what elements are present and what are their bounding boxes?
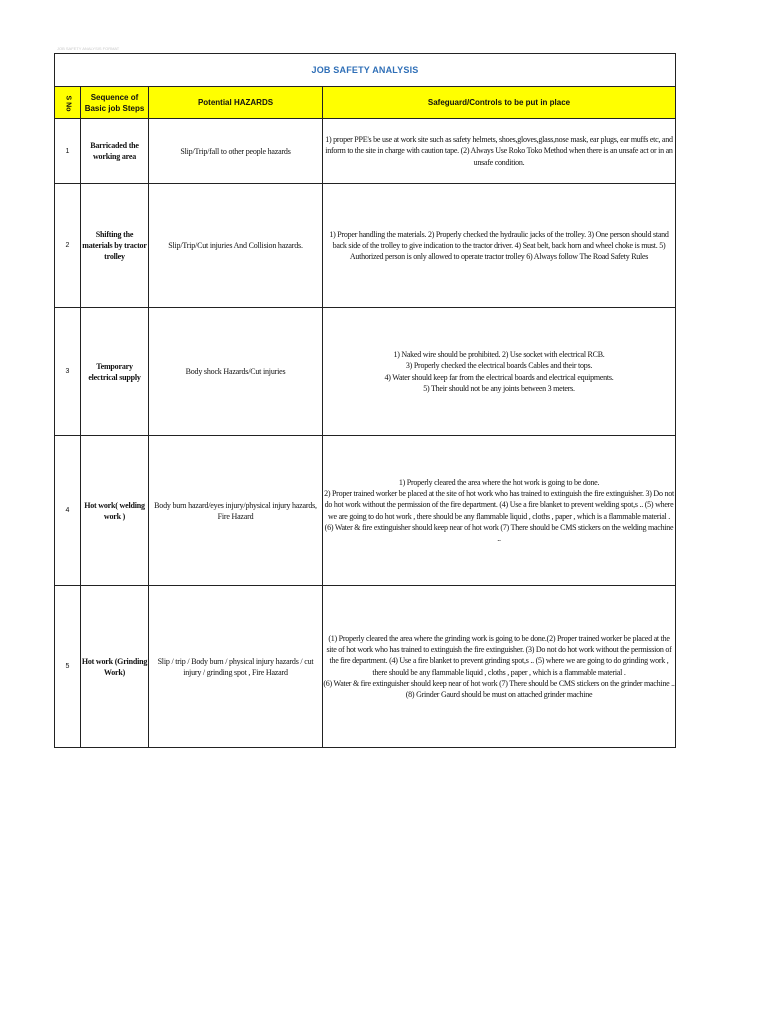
row-controls: 1) proper PPE's be use at work site such as safety helmets, shoes,gloves,glass,nose mask, ear plugs, ear muffs etc, and inform to the site in charge with caution tape. (2) Always Use Roko Toko Method when there is an unsafe act or in an unsafe condition. (323, 119, 676, 184)
faint-header-text: JOB SAFETY ANALYSIS FORMAT (57, 46, 120, 51)
row-controls: 1) Proper handling the materials. 2) Properly checked the hydraulic jacks of the trolley. 3) One person should stand back side of the trolley to give indication to the tractor driver. 4) Seat belt, back horn and wheel choke is must. 5) Authorized person is only allowed to operate tractor trolley 6) Always follow The Road Safety Rules (323, 184, 676, 308)
jsa-table (54, 53, 676, 748)
table-row (55, 436, 676, 586)
row-step: Hot work (Grinding Work) (81, 586, 149, 748)
table-row (55, 119, 676, 184)
row-hazard: Body shock Hazards/Cut injuries (149, 308, 323, 436)
row-step: Hot work( welding work ) (81, 436, 149, 586)
row-controls: 1) Naked wire should be prohibited. 2) Use socket with electrical RCB. 3) Properly checked the electrical boards Cables and their tops. 4) Water should keep far from the electrical boards and electrical equipments. 5) Their should not be any joints between 3 meters. (323, 308, 676, 436)
header-row (55, 87, 676, 119)
col-header-sequence: Sequence of Basic job Steps (81, 87, 149, 119)
table-row (55, 308, 676, 436)
row-hazard: Body burn hazard/eyes injury/physical injury hazards, Fire Hazard (149, 436, 323, 586)
row-hazard: Slip/Trip/fall to other people hazards (149, 119, 323, 184)
row-step: Barricaded the working area (81, 119, 149, 184)
col-header-sno: S No (55, 87, 81, 119)
row-controls: 1) Properly cleared the area where the hot work is going to be done. 2) Proper trained worker be placed at the site of hot work who has trained to extinguish the fire extinguisher. 3) Do not do hot work without the permission of the fire department. (4) Use a fire blanket to prevent welding spot,s .. (5) where we are going to do hot work , there should be any flammable liquid , cloths , paper , which is a flammable material . (6) Water & fire extinguisher should keep near of hot work (7) There should be CMS stickers on the welding machine .. (323, 436, 676, 586)
row-step: Temporary electrical supply (81, 308, 149, 436)
row-sno: 4 (55, 436, 81, 586)
row-hazard: Slip / trip / Body burn / physical injury hazards / cut injury / grinding spot , Fire Hazard (149, 586, 323, 748)
table-row (55, 586, 676, 748)
table-title: JOB SAFETY ANALYSIS (55, 54, 676, 87)
table-row (55, 184, 676, 308)
col-header-hazards: Potential HAZARDS (149, 87, 323, 119)
row-hazard: Slip/Trip/Cut injuries And Collision hazards. (149, 184, 323, 308)
row-sno: 1 (55, 119, 81, 184)
row-sno: 2 (55, 184, 81, 308)
row-sno: 5 (55, 586, 81, 748)
col-header-controls: Safeguard/Controls to be put in place (323, 87, 676, 119)
row-controls: (1) Properly cleared the area where the grinding work is going to be done.(2) Proper trained worker be placed at the site of hot work who has trained to extinguish the fire extinguisher. (3) Do not do hot work without the permission of the fire department. (4) Use a fire blanket to prevent grinding spot,s .. (5) where we are going to do grinding work , there should be any flammable liquid , cloths , paper , which is a flammable material . (6) Water & fire extinguisher should keep near of hot work (7) There should be CMS stickers on the grinder machine .. (8) Grinder Gaurd should be must on attached grinder machine (323, 586, 676, 748)
row-sno: 3 (55, 308, 81, 436)
row-step: Shifting the materials by tractor trolley (81, 184, 149, 308)
